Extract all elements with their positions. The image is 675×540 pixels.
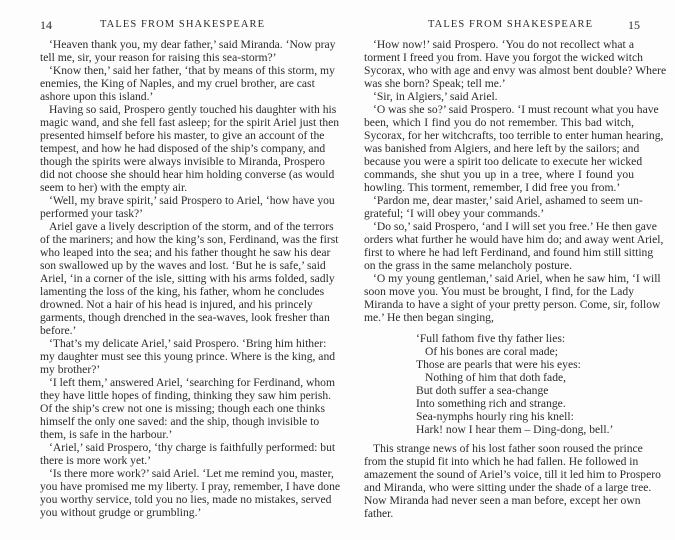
text-line: ‘O was she so?’ said Prospero. ‘I must recount what you have xyxy=(373,103,659,116)
text-line: himself the only one saved: and the ship, though invisible to xyxy=(40,415,320,428)
text-line: ‘Pardon me, dear master,’ said Ariel, ashamed to seem un- xyxy=(373,194,643,207)
text-line: they have little hopes of finding, thinking they saw him perish. xyxy=(40,389,332,402)
text-line: you have promised me my liberty. I pray, remember, I have done xyxy=(40,480,341,493)
running-head: TALES FROM SHAKESPEARE xyxy=(100,19,266,30)
text-line: presented himself before his master, to give an account of the xyxy=(40,129,325,142)
text-line: enemies, the King of Naples, and my cruel brother, are cast xyxy=(40,77,315,90)
text-line: you worthy service, told you no lies, made no mistakes, served xyxy=(40,493,332,506)
paragraph xyxy=(364,272,661,324)
text-line: ‘O my young gentleman,’ said Ariel, when he saw him, ‘I will xyxy=(373,272,661,285)
text-line: them, is safe in the harbour.’ xyxy=(40,428,173,441)
text-line: grateful; ‘I will obey your commands.’ xyxy=(364,207,545,220)
text-line: Ariel, ‘in a corner of the isle, sitting with his arms folded, sadly xyxy=(40,272,335,285)
paragraph xyxy=(40,38,336,64)
page-body xyxy=(40,38,341,519)
paragraph xyxy=(40,376,335,441)
page-number: 14 xyxy=(40,18,52,32)
poem-line: Hark! now I hear them – Ding-dong, bell.’ xyxy=(416,423,614,436)
text-line: tell me, sir, your reason for raising this sea-storm?’ xyxy=(40,51,277,64)
text-line: Sycorax, for her witchcrafts, too terrible to enter human hearing, xyxy=(364,129,664,142)
text-line: ‘Ariel,’ said Prospero, ‘thy charge is faithfully performed: but xyxy=(49,441,336,454)
text-line: drowned. Not a hair of his head is injured, and his princely xyxy=(40,298,313,311)
paragraph xyxy=(364,90,634,103)
poem-line: Nothing of him that doth fade, xyxy=(425,371,567,384)
text-line: amazement the sound of Ariel’s voice, till it led him to Prospero xyxy=(364,468,661,481)
paragraph xyxy=(364,442,661,520)
text-line: orders what further he would have him do; and away went Ariel, xyxy=(364,233,664,246)
poem-line: Those are pearls that were his eyes: xyxy=(416,358,581,371)
text-line: soon move you. You must be brought, I find, for the Lady xyxy=(364,285,634,298)
text-line: ‘That’s my delicate Ariel,’ said Prospero. ‘Bring him hither: xyxy=(49,337,327,350)
text-line: did not choose she should hear him holding converse (as would xyxy=(40,168,335,181)
text-line: was she born? Speak; tell me.’ xyxy=(364,77,506,90)
text-line: you without grudge or grumbling.’ xyxy=(40,506,202,519)
poem-line: Of his bones are coral made; xyxy=(425,345,558,358)
paragraph xyxy=(40,467,341,519)
text-line: who leaped into the sea; and his father thought he saw his dear xyxy=(40,246,331,259)
text-line: garments, though drenched in the sea-waves, look fresher than xyxy=(40,311,330,324)
poem-line: Sea-nymphs hourly ring his knell: xyxy=(416,410,574,423)
text-line: howling. This torment, remember, I did free you from.’ xyxy=(364,181,621,194)
paragraph xyxy=(40,337,336,376)
text-line: first to where he had left Ferdinand, and found him still sitting xyxy=(364,246,654,259)
paragraph xyxy=(364,103,664,194)
paragraph xyxy=(40,64,335,103)
text-line: me.’ He then began singing, xyxy=(364,311,494,324)
text-line: was banished from Algiers, and here left by the sailors; and xyxy=(364,142,640,155)
text-line: my brother?’ xyxy=(40,363,101,376)
paragraph xyxy=(40,220,339,337)
text-line: Of the ship’s crew not one is missing; though each one thinks xyxy=(40,402,325,415)
text-line: son swallowed up by the waves and lost. ‘But he is safe,’ said xyxy=(40,259,326,272)
text-line: Ariel gave a lively description of the storm, and of the terrors xyxy=(49,220,334,233)
poem xyxy=(416,332,634,436)
text-line: Miranda to have a sight of your pretty person. Come, sir, follow xyxy=(364,298,661,311)
text-line: commands, she shut you up in a tree, where I found you xyxy=(364,168,634,181)
text-line: tempest, and how he had disposed of the ship’s company, and xyxy=(40,142,326,155)
paragraph xyxy=(364,194,643,220)
paragraph xyxy=(40,441,336,467)
text-line: Now Miranda had never seen a man before, except her own xyxy=(364,494,641,507)
text-line: from the stupid fit into which he had fallen. He followed in xyxy=(364,455,639,468)
text-line: ashore upon this island.’ xyxy=(40,90,154,103)
poem-line: Into something rich and strange. xyxy=(416,397,566,410)
text-line: there is more work yet.’ xyxy=(40,454,152,467)
text-line: father. xyxy=(364,507,394,520)
text-line: on the grass in the same melancholy posture. xyxy=(364,259,572,272)
text-line: Sycorax, who with age and envy was almost bent double? Where xyxy=(364,64,667,77)
paragraph xyxy=(364,220,664,272)
text-line: ‘Heaven thank you, my dear father,’ said Miranda. ‘Now pray xyxy=(49,38,336,51)
right-page xyxy=(337,0,674,540)
text-line: of the mariners; and how the king’s son, Ferdinand, was the first xyxy=(40,233,339,246)
text-line: seem to her) with the empty air. xyxy=(40,181,188,194)
text-line: ‘Do so,’ said Prospero, ‘and I will set you free.’ He then gave xyxy=(373,220,657,233)
text-line: before.’ xyxy=(40,324,77,337)
text-line: torment I freed you from. Have you forgot the wicked witch xyxy=(364,51,643,64)
paragraphs-after-poem xyxy=(364,442,661,520)
paragraph xyxy=(364,38,667,90)
text-line: ‘Is there more work?’ said Ariel. ‘Let me remind you, master, xyxy=(49,467,334,480)
text-line: performed your task?’ xyxy=(40,207,144,220)
text-line: and Miranda, who were sitting under the shade of a large tree. xyxy=(364,481,652,494)
text-line: because you were a spirit too delicate to execute her wicked xyxy=(364,155,643,168)
text-line: Having so said, Prospero gently touched his daughter with his xyxy=(49,103,337,116)
text-line: magic wand, and she fell fast asleep; for the spirit Ariel just then xyxy=(40,116,340,129)
poem-line: ‘Full fathom five thy father lies: xyxy=(416,332,566,345)
text-line: ‘I left them,’ answered Ariel, ‘searching for Ferdinand, whom xyxy=(49,376,335,389)
text-line: my daughter must see this young prince. Where is the king, and xyxy=(40,350,336,363)
text-line: ‘How now!’ said Prospero. ‘You do not recollect what a xyxy=(373,38,634,51)
paragraph xyxy=(40,194,335,220)
text-line: though the spirits were always invisible to Miranda, Prospero xyxy=(40,155,325,168)
text-line: ‘Well, my brave spirit,’ said Prospero to Ariel, ‘how have you xyxy=(49,194,335,207)
poem-line: But doth suffer a sea-change xyxy=(416,384,549,397)
paragraphs-before-poem xyxy=(364,38,667,324)
paragraph xyxy=(40,103,340,194)
text-line: lamenting the loss of the king, his father, whom he concludes xyxy=(40,285,325,298)
text-line: ‘Sir, in Algiers,’ said Ariel. xyxy=(373,90,498,103)
text-line: ‘Know then,’ said her father, ‘that by means of this storm, my xyxy=(49,64,335,77)
text-line: been, which I find you do not remember. This bad witch, xyxy=(364,116,634,129)
running-head: TALES FROM SHAKESPEARE xyxy=(428,19,594,30)
text-line: This strange news of his lost father soon roused the prince xyxy=(373,442,643,455)
page-number: 15 xyxy=(628,18,640,32)
page-body xyxy=(364,38,667,520)
